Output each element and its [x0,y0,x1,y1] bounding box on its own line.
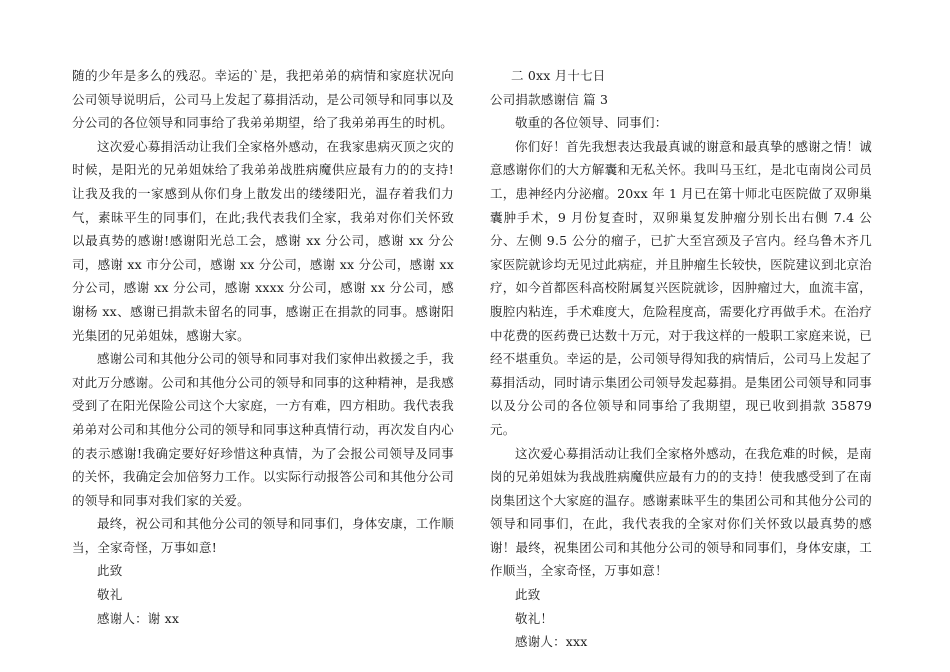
right-column-paragraph: 此致 [515,587,541,603]
left-column-paragraph: 随的少年是多么的残忍。幸运的`是，我把弟弟的病情和家庭状况向公司领导说明后，公司马上发起了募捐活动，是公司领导和同事以及分公司的各位领导和同事给了我弟弟期望，给了我弟弟再生的时机。 [72,68,454,131]
right-column-paragraph: 你们好！首先我想表达我最真诚的谢意和最真挚的感谢之情！诚意感谢你们的大方解囊和无私关怀。我叫马玉红，是北屯南岗公司员工，患神经内分泌瘤。20xx 年 1 月已在第十师北屯医院做了双卵巢囊肿手术，9 月份复查时，双卵巢复发肿瘤分别长出右侧 7.4 公分、左侧 9.5 公分的瘤子，已扩大至宫颈及子宫内。经乌鲁木齐几家医院就诊均无见过此病症，并且肿瘤生长较快，医院建议到北京治疗，如今首都医科高校附属复兴医院就诊，因肿瘤过大，血流丰富，腹腔内粘连，手术难度大，危险程度高，需要化疗再做手术。在治疗中花费的医药费已达数十万元，对于我这样的一般职工家庭来说，已经不堪重负。幸运的是，公司领导得知我的病情后，公司马上发起了募捐活动，同时请示集团公司领导发起募捐。是集团公司领导和同事以及分公司的各位领导和同事给了我期望，现已收到捐款 35879 元。 [490,138,872,437]
right-column-paragraph: 敬礼！ [515,610,554,626]
left-column-paragraph: 感谢人：谢 xx [97,610,180,626]
right-column-paragraph: 敬重的各位领导、同事们： [515,115,668,131]
left-column-paragraph: 敬礼 [97,587,123,603]
left-column-paragraph: 这次爱心募捐活动让我们全家格外感动，在我家患病灭顶之灾的时候，是阳光的兄弟姐妹给了我弟弟战胜病魔供应最有力的的支持!让我及我的一家感到从你们身上散发出的缕缕阳光，温存着我们力气，素昧平生的同事们，在此;我代表我们全家，我弟对你们关怀致以最真势的感谢!感谢阳光总工会，感谢 xx 分公司，感谢 xx 分公司，感谢 xx 市分公司，感谢 xx 分公司，感谢 xx 分公司，感谢 xx 分公司，感谢 xx 分公司，感谢 xxxx 分公司，感谢 xx 分公司，感谢杨 xx、感谢已捐款未留名的同事，感谢正在捐款的同事。感谢阳光集团的兄弟姐妹，感谢大家。 [72,138,454,343]
right-column-paragraph: 感谢人：xxx [515,634,588,650]
right-column [490,64,872,654]
left-column-paragraph: 此致 [97,563,123,579]
right-column-paragraph: 公司捐款感谢信 篇 3 [490,91,609,107]
left-column-paragraph: 最终，祝公司和其他分公司的领导和同事们，身体安康，工作顺当，全家奇怪，万事如意! [72,516,454,555]
left-column [72,64,454,630]
right-column-paragraph: 二 0xx 月十七日 [511,68,606,83]
right-column-paragraph: 这次爱心募捐活动让我们全家格外感动，在我危难的时候，是南岗的兄弟姐妹为我战胜病魔供应最有力的的支持！使我感受到了在南岗集团这个大家庭的温存。感谢素昧平生的集团公司和其他分公司的领导和同事们，在此，我代表我的全家对你们关怀致以最真势的感谢！最终，祝集团公司和其他分公司的领导和同事们，身体安康，工作顺当，全家奇怪，万事如意！ [490,445,872,579]
left-column-paragraph: 感谢公司和其他分公司的领导和同事对我们家伸出救援之手，我对此万分感谢。公司和其他分公司的领导和同事的这种精神，是我感受到了在阳光保险公司这个大家庭，一方有难，四方相助。我代表我弟弟对公司和其他分公司的领导和同事这种真情行动，再次发自内心的表示感谢!我确定要好好珍惜这种真情，为了会报公司领导及同事的关怀，我确定会加倍努力工作。以实际行动报答公司和其他分公司的领导和同事对我们家的关爱。 [72,351,454,508]
